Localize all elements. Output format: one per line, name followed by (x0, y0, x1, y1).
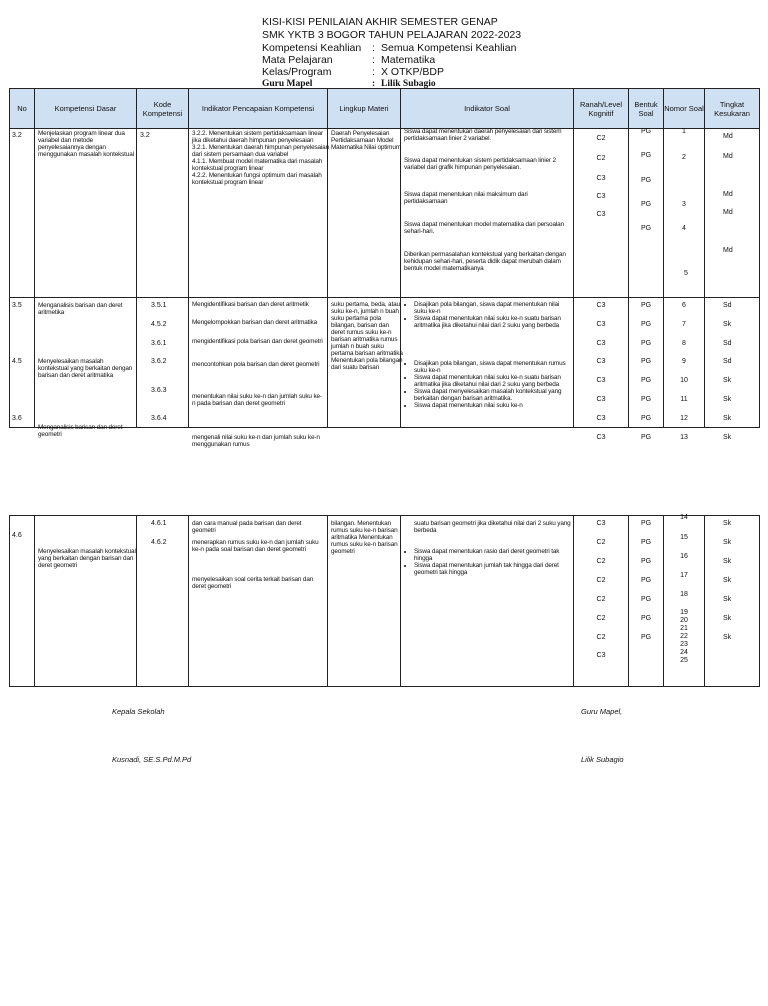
tingkat-kesukaran: Sk (723, 539, 732, 546)
ranah-level: C3 (596, 193, 606, 200)
kode-kompetensi: 3.2 (140, 132, 150, 139)
tingkat-kesukaran: Sk (723, 321, 732, 328)
nomor-soal: 11 (680, 396, 688, 403)
column-header: Kompetensi Dasar (35, 89, 137, 129)
nomor-soal: 3 (682, 201, 686, 208)
indikator-pencapaian: menentukan nilai suku ke-n dan jumlah suku ke-n pada barisan dan deret geometri (192, 393, 322, 407)
tingkat-kesukaran: Md (723, 209, 733, 216)
ipk-cell (189, 298, 327, 448)
indikator-soal-list (404, 301, 571, 329)
bentuk-cell (629, 298, 663, 441)
nomor-soal: 2 (682, 154, 686, 161)
indikator-soal: Siswa dapat menentukan nilai maksimum dari pertidaksamaan (404, 191, 528, 205)
header-value: Lilik Subagio (381, 79, 436, 89)
indikator-soal-list (404, 548, 571, 576)
bentuk-soal: PG (640, 128, 652, 135)
ranah-level: C2 (596, 135, 606, 142)
kode-kompetensi: 3.6.4 (151, 415, 167, 422)
tingkat-cell (705, 298, 759, 441)
header-label: Guru Mapel (262, 79, 313, 89)
bentuk-soal: PG (640, 321, 652, 328)
column-header: Kode Kompetensi (137, 89, 189, 129)
nomor-soal: 23 (680, 641, 688, 648)
bentuk-soal: PG (640, 177, 652, 184)
indikator-soal: Diberikan permasalahan kontekstual yang berkaitan dengan kehidupan sehari-hari, peserta didik dapat merubah dalam bentuk model matematikanya (404, 251, 566, 272)
indikator-soal-cell (401, 129, 573, 297)
indikator-soal-cell (401, 298, 573, 427)
ranah-level: C2 (596, 634, 606, 641)
tingkat-kesukaran: Sd (723, 358, 732, 365)
bentuk-soal: PG (640, 358, 652, 365)
column-header: Indikator Pencapaian Kompetensi (189, 89, 328, 129)
kode-cell (137, 516, 188, 686)
nomor-soal: 15 (680, 534, 688, 541)
ranah-level: C3 (596, 358, 606, 365)
header-label: Kelas/Program (262, 66, 332, 78)
indikator-soal: • Disajikan pola bilangan, siswa dapat menentukan rumus suku ke-n (414, 360, 571, 374)
bentuk-soal: PG (640, 615, 652, 622)
indikator-soal-list (404, 360, 571, 409)
indikator-pencapaian: 3.2.2. Menentukan sistem pertidaksamaan linear jika diketahui daerah himpunan penyelesaian 3.2.1. Menentukan daerah himpunan penyelesaian dari sistem persamaan dua variabel 4.1.1. Membuat model matematika dari masalah kontekstual program linear 4.2.2. Menentukan fungsi optimum dari masalah kontekstual program linear (192, 130, 329, 186)
header-colon: : (372, 54, 375, 66)
indikator-soal: • Siswa dapat menentukan jumlah tak hingga dari deret geometri tak hingga (414, 562, 571, 576)
indikator-pencapaian: menyelesaikan soal cerita terkait barisan dan deret geometri (192, 576, 314, 590)
ranah-level: C3 (596, 302, 606, 309)
bentuk-cell (629, 516, 663, 686)
column-header: Lingkup Materi (328, 89, 401, 129)
kompetensi-dasar: Menganalisis barisan dan deret geometri (38, 424, 123, 438)
tingkat-kesukaran: Sk (723, 615, 732, 622)
tingkat-kesukaran: Sd (723, 340, 732, 347)
column-header: Ranah/Level Kognitif (574, 89, 629, 129)
indikator-pencapaian: mencontohkan pola barisan dan deret geometri (192, 361, 320, 368)
ranah-cell (574, 298, 628, 441)
tingkat-kesukaran: Sk (723, 596, 732, 603)
kode-kompetensi: 3.6.2 (151, 358, 167, 365)
nomor-soal: 16 (680, 553, 688, 560)
nomor-soal: 24 (680, 649, 688, 656)
nomor-soal: 10 (680, 377, 688, 384)
header-value: Matematika (381, 54, 436, 66)
row-number: 4.6 (12, 532, 22, 539)
kompetensi-dasar: Menyelesaikan masalah kontekstual yang berkaitan dengan barisan dan deret aritmatika (38, 358, 133, 379)
ranah-level: C3 (596, 415, 606, 422)
ranah-level: C2 (596, 155, 606, 162)
nomor-soal: 4 (682, 225, 686, 232)
bentuk-soal: PG (640, 201, 652, 208)
nomor-soal: 21 (680, 625, 688, 632)
nomor-soal: 8 (682, 340, 686, 347)
indikator-pencapaian: dan cara manual pada barisan dan deret geometri (192, 520, 302, 534)
table-row (10, 516, 760, 687)
indikator-soal-cell (401, 516, 573, 686)
ranah-level: C3 (596, 321, 606, 328)
kode-cell (137, 298, 188, 427)
header-colon: : (372, 79, 376, 89)
kode-kompetensi: 3.5.1 (151, 302, 167, 309)
tingkat-kesukaran: Sk (723, 377, 732, 384)
tingkat-kesukaran: Md (723, 153, 733, 160)
tingkat-cell (705, 516, 759, 686)
kepala-sekolah-title: Kepala Sekolah (112, 707, 165, 716)
bentuk-soal: PG (640, 302, 652, 309)
bentuk-soal: PG (640, 634, 652, 641)
indikator-pencapaian: mengidentifikasi pola barisan dan deret geometri (192, 338, 323, 345)
nomor-cell (664, 129, 704, 297)
document-title: KISI-KISI PENILAIAN AKHIR SEMESTER GENAP (262, 16, 498, 28)
kode-kompetensi: 4.5.2 (151, 321, 167, 328)
tingkat-kesukaran: Sk (723, 577, 732, 584)
bentuk-soal: PG (640, 377, 652, 384)
indikator-pencapaian: Mengelompokkan barisan dan deret aritmatika (192, 319, 317, 326)
bentuk-soal: PG (640, 539, 652, 546)
bentuk-soal: PG (640, 520, 652, 527)
lingkup-materi: suku pertama, beda, atau suku ke-n, jumlah n buah suku pertama pola bilangan, barisan dan deret rumus suku ke-n barisan aritmatika rumus jumlah n buah suku pertama barisan aritmatika Menentukan pola bilangan dari suatu barisan (331, 301, 403, 371)
indikator-soal: • Siswa dapat menentukan nilai suku ke-n (414, 402, 571, 409)
header-label: Kompetensi Keahlian (262, 42, 362, 54)
bentuk-cell (629, 129, 663, 297)
nomor-soal: 12 (680, 415, 688, 422)
bentuk-soal: PG (640, 225, 652, 232)
column-header: Bentuk Soal (629, 89, 664, 129)
nomor-soal: 20 (680, 617, 688, 624)
indikator-soal: Siswa dapat menentukan model matematika dari persoalan sehari-hari. (404, 221, 564, 235)
kode-kompetensi: 3.6.3 (151, 387, 167, 394)
row-number: 4.5 (12, 358, 22, 365)
nomor-soal: 18 (680, 591, 688, 598)
nomor-soal: 6 (682, 302, 686, 309)
ipk-cell (189, 516, 327, 686)
bentuk-soal: PG (640, 340, 652, 347)
table-header-row (10, 89, 760, 129)
tingkat-kesukaran: Sk (723, 634, 732, 641)
ranah-level: C3 (596, 211, 606, 218)
kode-kompetensi: 4.6.2 (151, 539, 167, 546)
ranah-level: C2 (596, 577, 606, 584)
indikator-pencapaian: mengenali nilai suku ke-n dan jumlah suku ke-n menggunakan rumus (192, 434, 320, 448)
ranah-level: C3 (596, 434, 606, 441)
tingkat-kesukaran: Md (723, 191, 733, 198)
header-value: Semua Kompetensi Keahlian (381, 42, 517, 54)
school-name: SMK YKTB 3 BOGOR TAHUN PELAJARAN 2022-2023 (262, 29, 522, 41)
column-header: Indikator Soal (401, 89, 574, 129)
bentuk-soal: PG (640, 152, 652, 159)
nomor-soal: 1 (682, 128, 686, 135)
nomor-soal: 13 (680, 434, 688, 441)
column-header: Nomor Soal (664, 89, 705, 129)
nomor-soal: 14 (680, 514, 688, 521)
bentuk-soal: PG (640, 558, 652, 565)
tingkat-kesukaran: Md (723, 247, 733, 254)
row-number-cell (10, 298, 34, 427)
ranah-level: C2 (596, 596, 606, 603)
header-colon: : (372, 42, 375, 54)
kepala-sekolah-name: Kusnadi, SE.S.Pd.M.Pd (112, 755, 192, 764)
kisi-kisi-table (9, 88, 760, 448)
indikator-soal: • Siswa dapat menyelesaikan masalah kontekstual yang berkaitan dengan barisan aritmatika. (414, 388, 571, 402)
tingkat-cell (705, 129, 759, 297)
nomor-soal: 22 (680, 633, 688, 640)
kompetensi-dasar: Menyelesaikan masalah kontekstual yang berkaitan dengan barisan dan deret geometri (38, 548, 136, 569)
ranah-level: C3 (596, 396, 606, 403)
ranah-level: C2 (596, 558, 606, 565)
nomor-cell (664, 298, 704, 441)
nomor-soal: 25 (680, 657, 688, 664)
table-row (10, 298, 760, 428)
tingkat-kesukaran: Sd (723, 302, 732, 309)
bentuk-soal: PG (640, 434, 652, 441)
nomor-soal: 19 (680, 609, 688, 616)
tingkat-kesukaran: Sk (723, 520, 732, 527)
ranah-level: C3 (596, 520, 606, 527)
nomor-soal: 9 (682, 358, 686, 365)
ranah-level: C2 (596, 539, 606, 546)
row-number: 3.6 (12, 415, 22, 422)
ranah-level: C3 (596, 340, 606, 347)
ranah-level: C3 (596, 175, 606, 182)
tingkat-kesukaran: Sk (723, 396, 732, 403)
row-number: 3.2 (12, 132, 22, 139)
indikator-soal: • Siswa dapat menentukan nilai suku ke-n suatu barisan aritmatika jika diketahui nilai dari 2 suku yang berbeda (414, 374, 571, 388)
ranah-level: C3 (596, 652, 606, 659)
bentuk-soal: PG (640, 415, 652, 422)
lingkup-materi: Daerah Penyelesaian Pertidaksamaan Model Matematika Nilai optimum (331, 130, 401, 151)
bentuk-soal: PG (640, 577, 652, 584)
guru-mapel-name: Lilik Subagio (581, 755, 624, 764)
header-value: X OTKP/BDP (381, 66, 445, 78)
ranah-cell (574, 129, 628, 297)
ranah-level: C2 (596, 615, 606, 622)
indikator-soal: Siswa dapat menentukan daerah penyelesaian dari sistem pertidaksamaan linier 2 variabel. (404, 128, 562, 142)
lingkup-materi: bilangan. Menentukan rumus suku ke-n barisan aritmatika Menentukan rumus suku ke-n barisan geometri (331, 520, 398, 555)
kisi-kisi-table-continued (9, 515, 760, 687)
header-label: Mata Pelajaran (262, 54, 333, 66)
nomor-soal: 17 (680, 572, 688, 579)
tingkat-kesukaran: Sk (723, 558, 732, 565)
nomor-cell (664, 516, 704, 686)
indikator-pencapaian: menerapkan rumus suku ke-n dan jumlah suku ke-n pada soal barisan dan deret geometri (192, 539, 319, 553)
indikator-soal: suatu barisan geometri jika diketahui nilai dari 2 suku yang berbeda (414, 520, 571, 534)
kode-kompetensi: 4.6.1 (151, 520, 167, 527)
tingkat-kesukaran: Sk (723, 415, 732, 422)
indikator-soal: • Siswa dapat menentukan nilai suku ke-n suatu barisan aritmatika jika diketahui nilai dari 2 suku yang berbeda (414, 315, 571, 329)
ranah-cell (574, 516, 628, 686)
column-header: No (10, 89, 35, 129)
kompetensi-dasar-cell (35, 298, 136, 438)
bentuk-soal: PG (640, 596, 652, 603)
table-row (10, 129, 760, 298)
kompetensi-dasar: Menjelaskan program linear dua variabel dan metode penyelesaiannya dengan menggunakan masalah kontekstual (38, 130, 134, 158)
kode-kompetensi: 3.6.1 (151, 340, 167, 347)
indikator-pencapaian: Mengidentifikasi barisan dan deret aritmetik (192, 301, 309, 308)
nomor-soal: 7 (682, 321, 686, 328)
guru-mapel-title: Guru Mapel, (581, 707, 623, 716)
indikator-soal: Siswa dapat menentukan sistem pertidaksamaan linier 2 variabel dari grafik himpunan penyelesaian. (404, 157, 556, 171)
column-header: Tingkat Kesukaran (705, 89, 760, 129)
row-number: 3.5 (12, 302, 22, 309)
ranah-level: C3 (596, 377, 606, 384)
tingkat-kesukaran: Md (723, 133, 733, 140)
indikator-soal: • Siswa dapat menentukan rasio dari deret geometri tak hingga (414, 548, 571, 562)
nomor-soal: 5 (684, 270, 688, 277)
header-colon: : (372, 66, 375, 78)
bentuk-soal: PG (640, 396, 652, 403)
kompetensi-dasar: Menganalisis barisan dan deret aritmetika (38, 302, 123, 316)
indikator-soal: • Disajikan pola bilangan, siswa dapat menentukan nilai suku ke-n (414, 301, 571, 315)
tingkat-kesukaran: Sk (723, 434, 732, 441)
